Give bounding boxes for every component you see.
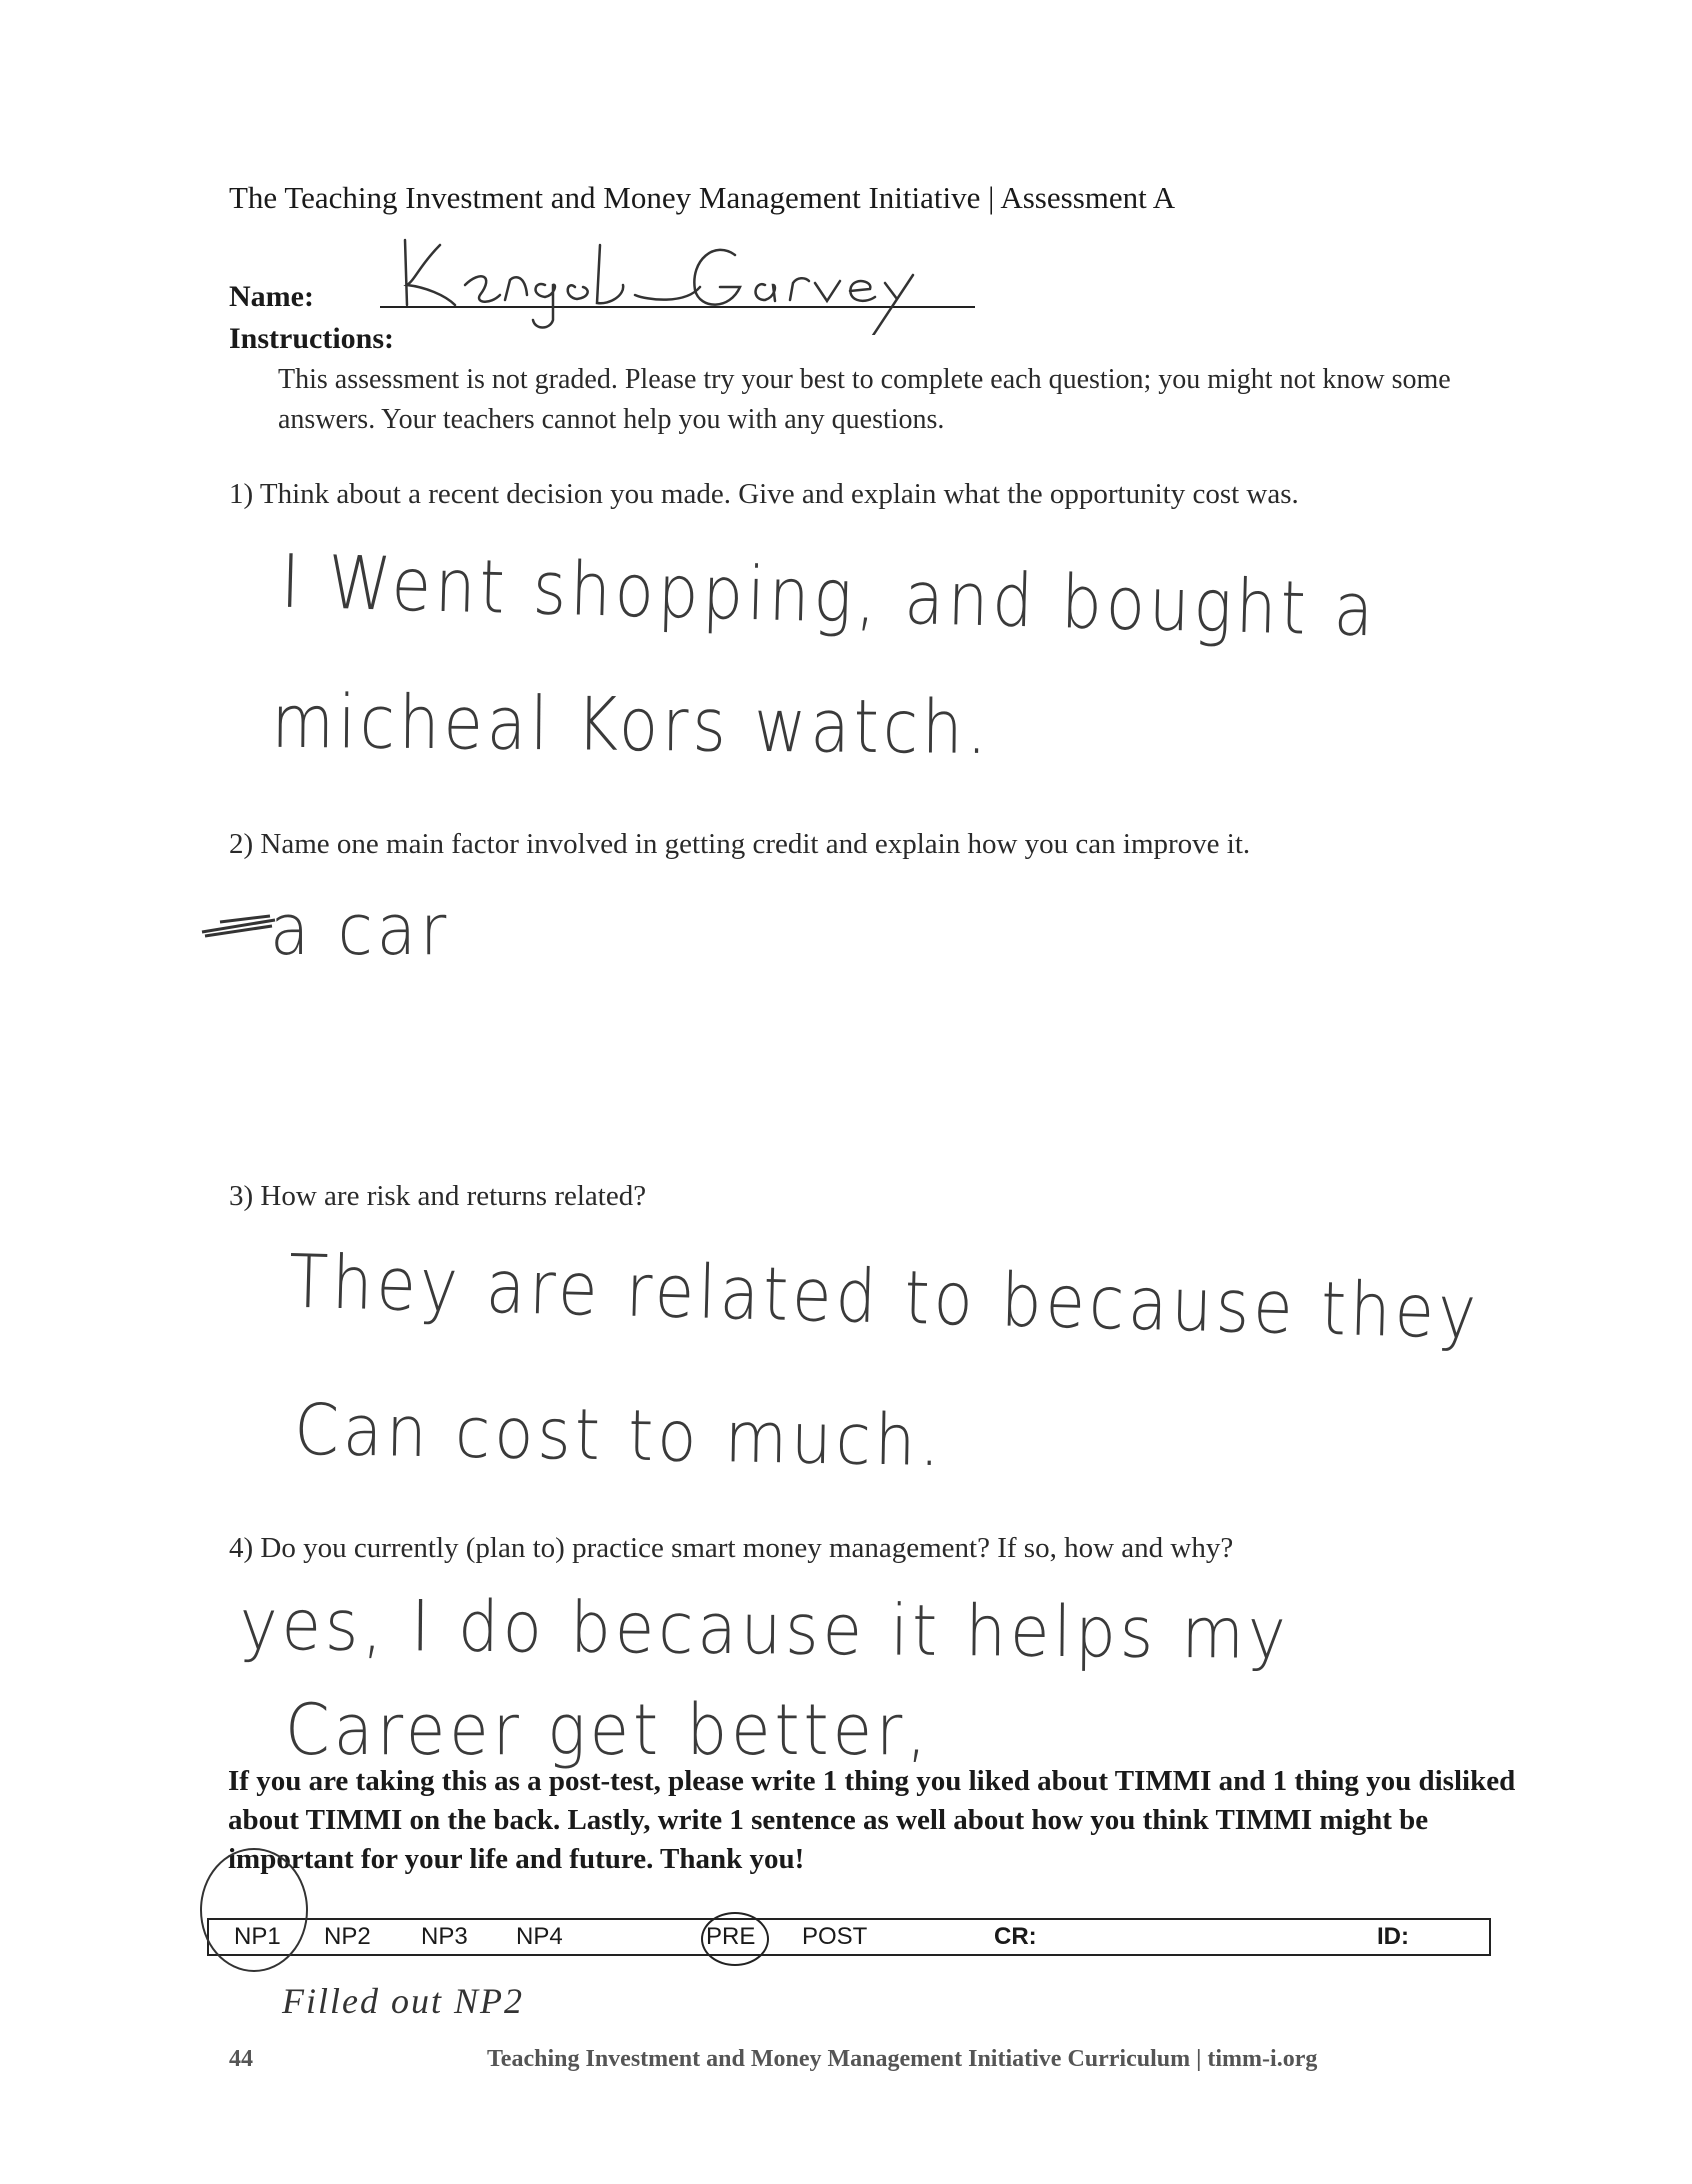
code-np4: NP4 — [516, 1923, 563, 1950]
question-2-prompt: 2) Name one main factor involved in getting credit and explain how you can improve it. — [229, 828, 1251, 860]
question-3-prompt: 3) How are risk and returns related? — [229, 1180, 647, 1212]
question-4-prompt: 4) Do you currently (plan to) practice smart money management? If so, how and why? — [229, 1532, 1234, 1564]
code-np1: NP1 — [234, 1923, 281, 1950]
question-3-answer-line-2: Can cost to much. — [293, 1390, 945, 1483]
code-post: POST — [802, 1923, 868, 1950]
question-4-answer-line-2: Career get better, — [285, 1690, 931, 1772]
code-id: ID: — [1377, 1923, 1409, 1950]
question-2-answer: a car — [270, 890, 451, 972]
handwritten-note: Filled out NP2 — [282, 1981, 524, 2021]
np1-circle-mark — [200, 1848, 308, 1972]
footer-text: Teaching Investment and Money Management Initiative Curriculum | timm-i.org — [487, 2046, 1318, 2072]
question-1-prompt: 1) Think about a recent decision you made. Give and explain what the opportunity cost was. — [229, 478, 1299, 510]
instructions-label: Instructions: — [229, 322, 395, 355]
code-pre: PRE — [706, 1923, 756, 1950]
question-3-answer-line-1: They are related to because they — [287, 1240, 1481, 1357]
scribble-mark — [200, 910, 280, 945]
instructions-text: This assessment is not graded. Please try your best to complete each question; you might not know some answers. Your teachers cannot help you with any questions. — [278, 364, 1451, 435]
code-cr: CR: — [994, 1923, 1037, 1950]
code-np2: NP2 — [324, 1923, 371, 1950]
question-1-answer-line-2: micheal Kors watch. — [271, 680, 992, 772]
page-number: 44 — [229, 2046, 253, 2072]
question-1-answer-line-1: I Went shopping, and bought a — [279, 540, 1379, 654]
pre-circle-mark — [701, 1912, 769, 1966]
question-4-answer-line-1: yes, I do because it helps my — [239, 1585, 1291, 1676]
signature-drawing — [385, 225, 945, 335]
scribble-drawing — [200, 910, 280, 940]
page-title: The Teaching Investment and Money Management Initiative | Assessment A — [229, 180, 1176, 215]
name-label: Name: — [229, 280, 314, 313]
code-box — [207, 1918, 1491, 1956]
signature — [385, 225, 945, 335]
post-test-note: If you are taking this as a post-test, please write 1 thing you liked about TIMMI and 1 thing you disliked about TIMMI on the back. Lastly, write 1 sentence as well about how you think TIMMI might be important for your life and future. Thank you! — [228, 1765, 1516, 1875]
code-np3: NP3 — [421, 1923, 468, 1950]
